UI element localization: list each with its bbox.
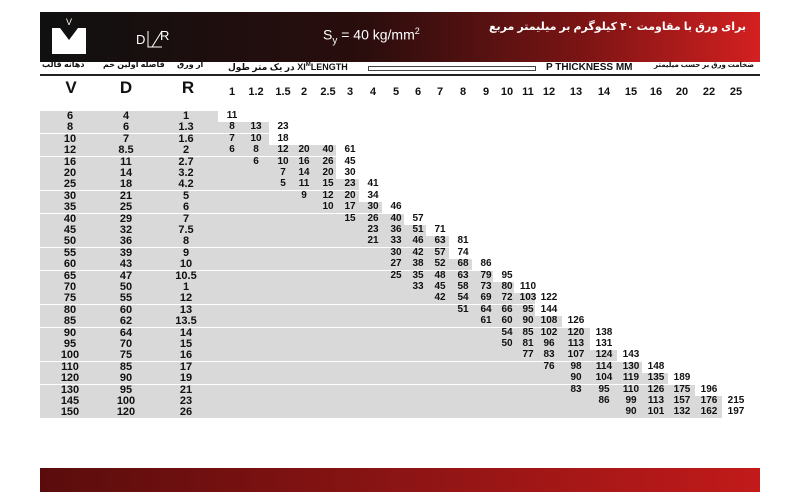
d-cell: 8.5 bbox=[118, 144, 134, 157]
force-cell: 138 bbox=[595, 326, 613, 338]
table-row bbox=[40, 271, 760, 282]
thickness-header: 4 bbox=[369, 86, 377, 98]
force-cell: 95 bbox=[522, 303, 534, 315]
v-cell: 6 bbox=[66, 110, 74, 122]
table-row bbox=[40, 134, 760, 145]
table-row bbox=[40, 396, 760, 407]
force-cell: 120 bbox=[567, 326, 585, 338]
force-cell: 5 bbox=[280, 178, 286, 190]
table-row bbox=[40, 236, 760, 247]
table-row bbox=[40, 373, 760, 384]
force-cell: 81 bbox=[457, 235, 469, 247]
r-cell: 23 bbox=[179, 395, 193, 407]
force-cell: 101 bbox=[647, 406, 665, 418]
force-cell: 71 bbox=[434, 224, 446, 235]
r-cell: 3.2 bbox=[178, 167, 194, 179]
v-cell: 25 bbox=[63, 178, 77, 191]
force-cell: 20 bbox=[344, 189, 356, 201]
table-row bbox=[40, 111, 760, 122]
r-cell: 13 bbox=[179, 303, 193, 316]
r-cell: 1 bbox=[182, 281, 190, 293]
force-cell: 20 bbox=[298, 144, 310, 156]
r-cell: 10.5 bbox=[175, 269, 197, 282]
table-row bbox=[40, 214, 760, 225]
r-cell: 14 bbox=[179, 326, 193, 339]
force-cell: 85 bbox=[522, 326, 534, 338]
force-cell: 114 bbox=[595, 360, 613, 372]
r-cell: 7 bbox=[182, 212, 190, 225]
force-cell: 9 bbox=[301, 189, 307, 201]
table-row bbox=[40, 385, 760, 396]
v-cell: 60 bbox=[63, 258, 77, 271]
length-thickness-band bbox=[228, 62, 758, 74]
d-subheader: فاصله اولین خم bbox=[103, 60, 165, 69]
force-cell: 143 bbox=[622, 349, 640, 361]
force-cell: 157 bbox=[673, 395, 691, 406]
force-cell: 27 bbox=[390, 258, 402, 270]
v-cell: 120 bbox=[60, 372, 80, 385]
r-cell: 1.6 bbox=[178, 132, 194, 145]
r-cell: 1 bbox=[182, 110, 190, 122]
force-cell: 95 bbox=[598, 383, 610, 395]
force-cell: 73 bbox=[480, 281, 492, 292]
v-cell: 16 bbox=[63, 155, 77, 168]
force-cell: 13 bbox=[250, 121, 262, 133]
table-row bbox=[40, 282, 760, 293]
r-cell: 5 bbox=[182, 189, 190, 202]
force-cell: 124 bbox=[595, 349, 613, 361]
r-subheader: ار ورق bbox=[177, 60, 204, 69]
d-cell: 95 bbox=[119, 383, 133, 396]
force-cell: 176 bbox=[700, 395, 718, 406]
force-cell: 40 bbox=[390, 212, 402, 224]
table-row bbox=[40, 122, 760, 133]
force-cell: 68 bbox=[457, 258, 469, 270]
v-cell: 75 bbox=[63, 292, 77, 305]
table-row bbox=[40, 350, 760, 361]
force-cell: 90 bbox=[570, 372, 582, 384]
table-row bbox=[40, 248, 760, 259]
d-cell: 4 bbox=[122, 110, 130, 122]
force-cell: 61 bbox=[344, 144, 356, 156]
thickness-header: 8 bbox=[459, 86, 467, 98]
force-cell: 51 bbox=[457, 303, 469, 315]
d-cell: 55 bbox=[119, 292, 133, 305]
thickness-header: 9 bbox=[482, 86, 490, 98]
v-die-letter: V bbox=[65, 17, 73, 27]
d-column-header: D bbox=[119, 78, 133, 97]
v-cell: 100 bbox=[60, 349, 80, 362]
force-cell: 130 bbox=[622, 360, 640, 372]
r-column-header: R bbox=[181, 78, 195, 97]
force-cell: 60 bbox=[501, 315, 513, 327]
r-cell: 16 bbox=[179, 349, 193, 362]
force-cell: 26 bbox=[322, 155, 334, 167]
r-cell: 17 bbox=[179, 360, 193, 373]
r-cell: 8 bbox=[182, 235, 190, 248]
force-cell: 90 bbox=[522, 315, 534, 327]
table-row bbox=[40, 157, 760, 168]
force-cell: 7 bbox=[229, 132, 235, 144]
force-cell: 90 bbox=[625, 406, 637, 418]
force-cell: 110 bbox=[622, 383, 640, 395]
d-cell: 18 bbox=[119, 178, 133, 191]
thickness-header: 5 bbox=[392, 86, 400, 98]
d-r-diagram bbox=[132, 28, 192, 50]
v-cell: 55 bbox=[63, 246, 77, 259]
d-cell: 85 bbox=[119, 360, 133, 373]
thickness-header: 10 bbox=[500, 86, 514, 98]
thickness-header: 6 bbox=[414, 86, 422, 98]
force-cell: 46 bbox=[412, 235, 424, 247]
force-cell: 33 bbox=[412, 281, 424, 292]
v-cell: 35 bbox=[63, 201, 77, 214]
thickness-header: 2 bbox=[300, 86, 308, 98]
force-cell: 46 bbox=[390, 201, 402, 213]
table-row bbox=[40, 407, 760, 418]
force-cell: 215 bbox=[727, 395, 745, 406]
r-cell: 2.7 bbox=[178, 155, 194, 168]
d-cell: 25 bbox=[119, 201, 133, 214]
force-cell: 108 bbox=[540, 315, 558, 327]
d-cell: 11 bbox=[120, 155, 132, 168]
table-row bbox=[40, 225, 760, 236]
force-cell: 7 bbox=[280, 167, 286, 178]
force-cell: 103 bbox=[519, 292, 537, 304]
r-cell: 21 bbox=[179, 383, 193, 396]
d-cell: 39 bbox=[119, 246, 133, 259]
v-cell: 95 bbox=[63, 338, 77, 350]
force-cell: 36 bbox=[390, 224, 402, 235]
header-banner bbox=[40, 12, 760, 62]
header-divider bbox=[40, 74, 760, 76]
force-cell: 6 bbox=[253, 155, 259, 167]
thickness-header: 1 bbox=[228, 86, 236, 98]
force-cell: 42 bbox=[434, 292, 446, 304]
force-cell: 110 bbox=[519, 281, 537, 292]
d-label: D bbox=[136, 32, 146, 47]
r-cell: 1.3 bbox=[178, 121, 194, 134]
thickness-header: 15 bbox=[624, 86, 638, 98]
v-subheader: دهانه قالب bbox=[42, 60, 85, 69]
v-die-icon bbox=[52, 16, 86, 56]
arrow-bar bbox=[368, 66, 536, 71]
force-cell: 21 bbox=[367, 235, 379, 247]
force-cell: 26 bbox=[367, 212, 379, 224]
force-cell: 61 bbox=[480, 315, 492, 327]
force-cell: 30 bbox=[344, 167, 356, 178]
d-cell: 14 bbox=[119, 167, 133, 179]
force-cell: 57 bbox=[412, 212, 424, 224]
d-cell: 7 bbox=[122, 132, 130, 145]
thickness-header: 13 bbox=[569, 86, 583, 98]
force-cell: 25 bbox=[390, 269, 402, 281]
thickness-header: 2.5 bbox=[320, 86, 336, 98]
thickness-header: 3 bbox=[346, 86, 354, 98]
force-cell: 119 bbox=[622, 372, 640, 384]
r-cell: 13.5 bbox=[175, 315, 197, 328]
table-row bbox=[40, 339, 760, 350]
d-cell: 120 bbox=[116, 406, 136, 419]
force-cell: 11 bbox=[226, 110, 238, 121]
force-cell: 54 bbox=[501, 326, 513, 338]
force-cell: 189 bbox=[673, 372, 691, 384]
table-row bbox=[40, 316, 760, 327]
force-cell: 63 bbox=[434, 235, 446, 247]
force-cell: 104 bbox=[595, 372, 613, 384]
force-cell: 12 bbox=[277, 144, 289, 156]
force-cell: 10 bbox=[322, 201, 334, 213]
force-cell: 20 bbox=[322, 167, 334, 178]
v-column-header: V bbox=[65, 78, 77, 97]
r-label: R bbox=[160, 28, 170, 43]
force-cell: 135 bbox=[647, 372, 665, 384]
force-cell: 17 bbox=[344, 201, 356, 213]
table-row bbox=[40, 305, 760, 316]
force-cell: 10 bbox=[277, 155, 289, 167]
thickness-header: 1.2 bbox=[248, 86, 264, 98]
force-cell: 144 bbox=[540, 303, 558, 315]
force-cell: 15 bbox=[344, 212, 356, 224]
force-cell: 81 bbox=[522, 338, 534, 349]
force-cell: 113 bbox=[647, 395, 665, 406]
force-cell: 175 bbox=[673, 383, 691, 395]
force-cell: 45 bbox=[434, 281, 446, 292]
force-cell: 34 bbox=[367, 189, 379, 201]
force-cell: 15 bbox=[322, 178, 334, 190]
force-cell: 12 bbox=[322, 189, 334, 201]
force-cell: 107 bbox=[567, 349, 585, 361]
force-cell: 35 bbox=[412, 269, 424, 281]
v-cell: 40 bbox=[63, 212, 77, 225]
thickness-header-row bbox=[220, 86, 760, 102]
force-cell: 98 bbox=[570, 360, 582, 372]
force-cell: 102 bbox=[540, 326, 558, 338]
force-cell: 54 bbox=[457, 292, 469, 304]
force-cell: 57 bbox=[434, 246, 446, 258]
force-cell: 131 bbox=[595, 338, 613, 349]
table-row bbox=[40, 202, 760, 213]
thickness-header: 11 bbox=[522, 86, 534, 98]
force-cell: 196 bbox=[700, 383, 718, 395]
r-cell: 15 bbox=[179, 338, 193, 350]
v-cell: 90 bbox=[63, 326, 77, 339]
r-cell: 19 bbox=[179, 372, 193, 385]
v-cell: 130 bbox=[60, 383, 80, 396]
r-cell: 4.2 bbox=[178, 178, 194, 191]
d-cell: 32 bbox=[119, 224, 133, 236]
force-cell: 38 bbox=[412, 258, 424, 270]
force-cell: 83 bbox=[570, 383, 582, 395]
v-cell: 10 bbox=[63, 132, 77, 145]
force-cell: 79 bbox=[480, 269, 492, 281]
force-cell: 162 bbox=[700, 406, 718, 418]
force-cell: 30 bbox=[390, 246, 402, 258]
force-cell: 77 bbox=[522, 349, 534, 361]
force-cell: 8 bbox=[253, 144, 259, 156]
d-cell: 29 bbox=[119, 212, 133, 225]
d-cell: 6 bbox=[122, 121, 130, 134]
force-cell: 51 bbox=[412, 224, 424, 235]
thickness-header: 7 bbox=[436, 86, 444, 98]
v-cell: 80 bbox=[63, 303, 77, 316]
force-cell: 40 bbox=[322, 144, 334, 156]
thickness-header: 22 bbox=[702, 86, 716, 98]
force-cell: 52 bbox=[434, 258, 446, 270]
table-row bbox=[40, 168, 760, 179]
v-cell: 70 bbox=[63, 281, 77, 293]
d-cell: 75 bbox=[119, 349, 133, 362]
thickness-header: 1.5 bbox=[275, 86, 291, 98]
force-cell: 64 bbox=[480, 303, 492, 315]
d-cell: 90 bbox=[119, 372, 133, 385]
d-cell: 100 bbox=[116, 395, 136, 407]
thickness-header: 20 bbox=[675, 86, 689, 98]
thickness-header: 25 bbox=[729, 86, 743, 98]
force-cell: 95 bbox=[501, 269, 513, 281]
force-cell: 148 bbox=[647, 360, 665, 372]
force-cell: 197 bbox=[727, 406, 745, 418]
thickness-label-fa: ضخامت ورق بر حسب میلیمتر bbox=[654, 62, 754, 69]
d-cell: 64 bbox=[119, 326, 133, 339]
table-row bbox=[40, 145, 760, 156]
force-cell: 126 bbox=[647, 383, 665, 395]
thickness-header: 16 bbox=[649, 86, 663, 98]
force-cell: 126 bbox=[567, 315, 585, 327]
force-cell: 6 bbox=[229, 144, 235, 156]
force-cell: 122 bbox=[540, 292, 558, 304]
v-cell: 8 bbox=[66, 121, 74, 134]
r-cell: 6 bbox=[182, 201, 190, 214]
r-cell: 9 bbox=[182, 246, 190, 259]
page-title: برای ورق با مقاومت ۴۰ کیلوگرم بر میلیمتر مربع bbox=[489, 21, 746, 33]
yield-strength: $S_y = 40$ $kg/mm^2$ bbox=[323, 26, 420, 47]
v-cell: 85 bbox=[63, 315, 77, 328]
v-cell: 45 bbox=[63, 224, 77, 236]
d-cell: 60 bbox=[119, 303, 133, 316]
d-cell: 70 bbox=[119, 338, 133, 350]
thickness-header: 12 bbox=[542, 86, 556, 98]
force-cell: 80 bbox=[501, 281, 513, 292]
v-cell: 20 bbox=[63, 167, 77, 179]
d-cell: 47 bbox=[119, 269, 133, 282]
force-cell: 99 bbox=[625, 395, 637, 406]
v-cell: 110 bbox=[61, 360, 79, 373]
thickness-header: 14 bbox=[597, 86, 611, 98]
force-cell: 10 bbox=[250, 132, 262, 144]
force-cell: 14 bbox=[298, 167, 310, 178]
table-row bbox=[40, 259, 760, 270]
r-cell: 12 bbox=[179, 292, 193, 305]
d-cell: 36 bbox=[119, 235, 133, 248]
thickness-label: P THICKNESS MM bbox=[546, 62, 633, 73]
force-cell: 23 bbox=[277, 121, 289, 133]
force-cell: 18 bbox=[277, 132, 289, 144]
force-cell: 42 bbox=[412, 246, 424, 258]
force-cell: 30 bbox=[367, 201, 379, 213]
v-cell: 65 bbox=[63, 269, 77, 282]
force-cell: 132 bbox=[673, 406, 691, 418]
force-cell: 113 bbox=[567, 338, 585, 349]
force-cell: 23 bbox=[367, 224, 379, 235]
r-cell: 2 bbox=[182, 144, 190, 157]
force-cell: 83 bbox=[543, 349, 555, 361]
v-cell: 50 bbox=[63, 235, 77, 248]
force-cell: 76 bbox=[543, 360, 555, 372]
v-cell: 145 bbox=[60, 395, 80, 407]
force-cell: 8 bbox=[229, 121, 235, 133]
table-row bbox=[40, 328, 760, 339]
v-cell: 12 bbox=[63, 144, 77, 157]
d-cell: 50 bbox=[119, 281, 133, 293]
force-cell: 86 bbox=[480, 258, 492, 270]
force-cell: 48 bbox=[434, 269, 446, 281]
table-row bbox=[40, 362, 760, 373]
r-cell: 26 bbox=[179, 406, 193, 419]
force-cell: 58 bbox=[457, 281, 469, 292]
force-cell: 16 bbox=[298, 155, 310, 167]
v-cell: 30 bbox=[63, 189, 77, 202]
force-cell: 72 bbox=[501, 292, 513, 304]
d-cell: 21 bbox=[119, 189, 133, 202]
d-cell: 43 bbox=[119, 258, 133, 271]
table-row bbox=[40, 179, 760, 190]
force-cell: 63 bbox=[457, 269, 469, 281]
force-cell: 45 bbox=[344, 155, 356, 167]
table-row bbox=[40, 293, 760, 304]
d-cell: 62 bbox=[119, 315, 133, 328]
force-cell: 41 bbox=[367, 178, 379, 190]
force-cell: 69 bbox=[480, 292, 492, 304]
footer-banner bbox=[40, 468, 760, 492]
force-cell: 66 bbox=[501, 303, 513, 315]
r-cell: 10 bbox=[179, 258, 193, 271]
force-cell: 11 bbox=[298, 178, 310, 190]
force-cell: 86 bbox=[598, 395, 610, 406]
force-cell: 74 bbox=[457, 246, 469, 258]
table-row bbox=[40, 191, 760, 202]
force-cell: 96 bbox=[543, 338, 555, 349]
v-cell: 150 bbox=[60, 406, 80, 419]
force-cell: 33 bbox=[390, 235, 402, 247]
length-label: در یک متر طول $XI^MLENGTH$ bbox=[228, 62, 348, 72]
r-cell: 7.5 bbox=[178, 224, 194, 236]
force-cell: 50 bbox=[501, 338, 513, 349]
force-cell: 23 bbox=[344, 178, 356, 190]
